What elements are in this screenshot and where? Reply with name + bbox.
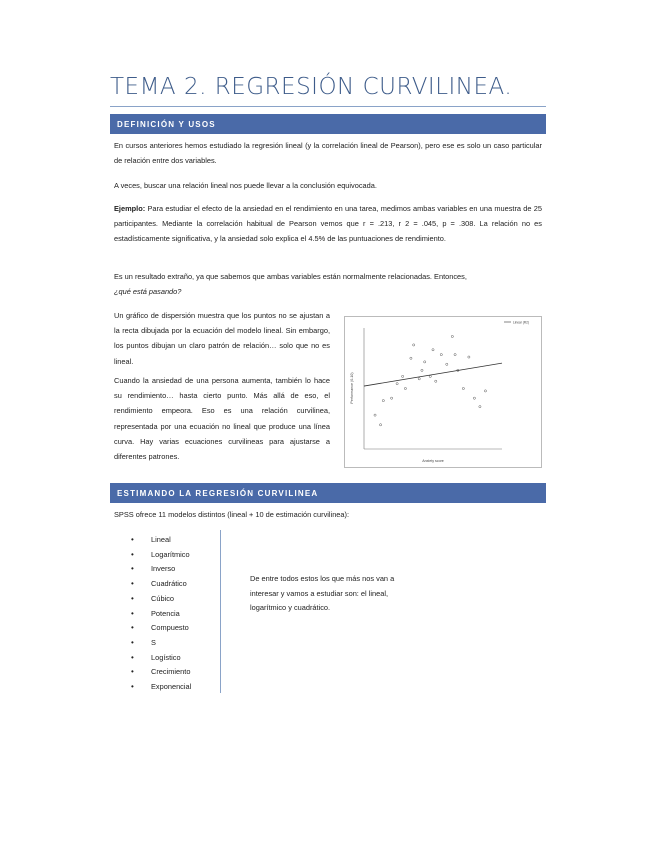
y-axis-label: Performance (0-10): [350, 372, 354, 404]
list-item: • Logarítmico: [131, 548, 191, 563]
paragraph-curvilinear: Cuando la ansiedad de una persona aumenta, también lo hace su rendimiento… hasta cierto punto. Más allá de eso, el rendimiento empeora. Eso es una relación curvilinea, representada por una ecuación no lineal que produce una línea curva. Hay varias ecuaciones curvilineas para ajustarse a diferentes patrones.: [114, 376, 330, 462]
list-item: • Compuesto: [131, 621, 191, 636]
legend-label: Linear (R2): [513, 320, 529, 325]
paragraph-question: [114, 269, 542, 299]
example-text: Para estudiar el efecto de la ansiedad en el rendimiento en una tarea, medimos ambas variables en una muestra de 25 participantes. Mediante la correlación habitual de Pearson vemos que r = .213, r 2 = .045, p = .308. La relación no es estadísticamente significativa, y la ansiedad solo explica el 4.5% de las puntuaciones de rendimiento.: [114, 204, 542, 243]
list-item: • S: [131, 636, 191, 651]
section-header-estimando: ESTIMANDO LA REGRESIÓN CURVILINEA: [110, 483, 546, 503]
list-item: • Lineal: [131, 533, 191, 548]
list-item: • Cúbico: [131, 592, 191, 607]
list-item: • Exponencial: [131, 680, 191, 695]
paragraph-warning: A veces, buscar una relación lineal nos puede llevar a la conclusión equivocada.: [114, 181, 377, 190]
list-item: • Logístico: [131, 651, 191, 666]
scatter-chart: [344, 316, 542, 468]
list-item: • Crecimiento: [131, 665, 191, 680]
example-label: Ejemplo:: [114, 204, 146, 213]
list-item: • Cuadrático: [131, 577, 191, 592]
models-note: De entre todos estos los que más nos van a interesar y vamos a estudiar son: el lineal, logarítmico y cuadrático.: [250, 574, 395, 612]
paragraph-scatter: Un gráfico de dispersión muestra que los puntos no se ajustan a la recta dibujada por la ecuación del modelo lineal. Sin embargo, los puntos dibujan un claro patrón de relación… solo que no es lineal.: [114, 311, 330, 366]
models-list: [131, 533, 191, 695]
question-lead: Es un resultado extraño, ya que sabemos que ambas variables están normalmente relacionadas. Entonces,: [114, 272, 467, 281]
spss-intro: SPSS ofrece 11 modelos distintos (lineal + 10 de estimación curvilinea):: [114, 510, 350, 519]
paragraph-intro: En cursos anteriores hemos estudiado la regresión lineal (y la correlación lineal de Pearson), pero ese es solo un caso particular de relación entre dos variables.: [114, 141, 542, 165]
section-header-definicion: DEFINICIÓN Y USOS: [110, 114, 546, 134]
chart-frame: [345, 317, 542, 468]
x-axis-label: Anxiety score: [422, 459, 444, 463]
title-divider: [110, 106, 546, 107]
question-text: ¿qué está pasando?: [114, 287, 182, 296]
list-item: • Potencia: [131, 607, 191, 622]
paragraph-example: [114, 201, 542, 246]
list-item: • Inverso: [131, 562, 191, 577]
bracket-divider: [210, 530, 221, 693]
page-title: TEMA 2. REGRESIÓN CURVILINEA.: [110, 74, 513, 100]
